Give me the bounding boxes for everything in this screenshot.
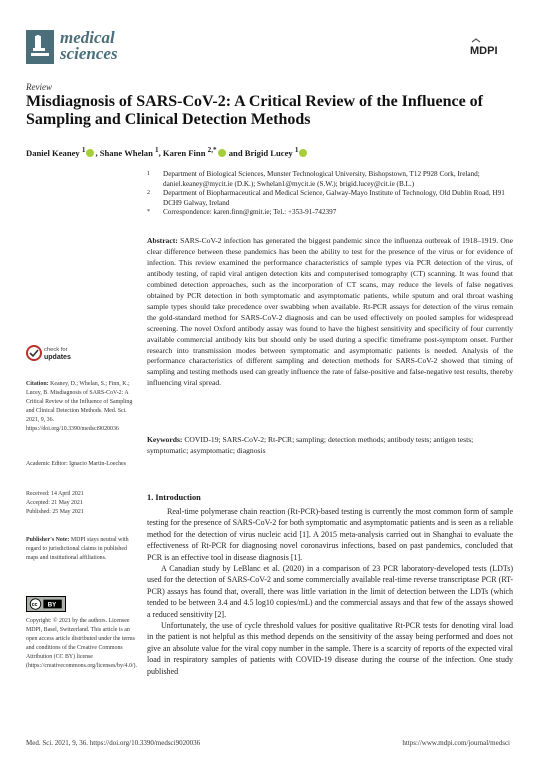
body-paragraph: A Canadian study by LeBlanc et al. (2020) in a comparison of 23 PCR laboratory-developed tests (LDTs) used for the detection of SARS-CoV-2 and some commercially available real-time reverse transcriptase PCR (RT-PCR) assays has found that, overall, there was little variation in the limit of detection between the LDTs (which tended to be between 3.4 and 4.5 log10 copies/mL) and the commercial assays and that few of the assays showed a reduced sensitivity [2].	[147, 564, 513, 619]
article-title: Misdiagnosis of SARS-CoV-2: A Critical Review of the Influence of Sampling and Clinical Detection Methods	[26, 93, 484, 128]
check-updates-icon	[26, 345, 42, 361]
abstract-label: Abstract:	[147, 236, 178, 245]
orcid-icon[interactable]	[299, 149, 307, 157]
check-updates-line1: check for	[44, 347, 68, 353]
journal-header	[26, 28, 510, 72]
journal-name[interactable]: medical sciences	[60, 28, 118, 63]
footer-journal-url[interactable]: https://www.mdpi.com/journal/medsci	[402, 739, 510, 747]
cc-text: cc	[31, 602, 38, 609]
author-name[interactable]: Karen Finn	[162, 147, 206, 158]
article-type: Review	[26, 82, 52, 92]
publisher-note-text: MDPI stays neutral with regard to jurisdictional claims in published maps and institutional affiliations.	[26, 537, 129, 561]
author-name[interactable]: Shane Whelan	[99, 147, 153, 158]
body-paragraph: Real-time polymerase chain reaction (Rt-PCR)-based testing is currently the most common form of sample testing for the presence of SARS-CoV-2 for both symptomatic and asymptomatic patients and is seen as a reliable method for the detection of virus nucleic acid [1]. A 2015 meta-analysis carried out in Shanghai to evaluate the effectiveness of Rt-PCR for diagnosing novel coronavirus infections, based on past pandemics, concluded that PCR is an effective tool in disease diagnosis [1].	[147, 507, 513, 562]
abstract-text: SARS-CoV-2 infection has generated the biggest pandemic since the influenza outbreak of 1918–1919. One clear difference between these pandemics has been the ability to test for the presence of the virus or for evidence of infection. This review examined the performance characteristics of sample types via PCR detection of the virus, of antibody testing, of rapid viral antigen detection kits and computerised tomography (CT) scanning. It was found that combined detection approaches, such as the incorporation of CT scans, may reduce the levels of false negatives obtained by PCR detection in both symptomatic and asymptomatic patients, while sputum and oral throat washing sample types should take precedence over swabbing when available. Rt-PCR assays for detection of the virus remain the gold-standard method for SARS-CoV-2 diagnosis and can be used effectively on pooled samples for widespread screening. The novel Oxford antibody assay was found to have the highest sensitivity and specificity of four currently available commercial antibody kits but should only be used during a specific timeframe post-symptom onset. Further research into transmission modes between symptomatic and asymptomatic patients is needed. Analysis of the performance characteristics of different sampling and detection methods for SARS-CoV-2 showed that timing of sampling and testing methods used can greatly influence the rate of false-positive and false-negative test results, thereby influencing viral spread.	[147, 236, 513, 388]
orcid-icon[interactable]	[218, 149, 226, 157]
received-date: Received: 14 April 2021	[26, 491, 84, 497]
affiliations	[147, 170, 512, 218]
author-affil-sup: 2,*	[207, 146, 217, 154]
publisher-note	[26, 536, 136, 563]
correspondence: * Correspondence: karen.finn@gmit.ie; Tel.: +353-91-742397	[147, 208, 337, 217]
affiliation-item: 2 Department of Biopharmaceutical and Medical Science, Galway-Mayo Institute of Technology, Old Dublin Road, H91 DCH9 Galway, Ireland	[147, 189, 505, 207]
keywords	[147, 435, 513, 457]
check-updates-line2: updates	[44, 354, 71, 361]
footer-citation[interactable]: Med. Sci. 2021, 9, 36. https://doi.org/10.3390/medsci9020036	[26, 739, 201, 747]
cc-by-license-icon[interactable]	[26, 596, 66, 612]
citation-label: Citation:	[26, 381, 49, 387]
keywords-text: COVID-19; SARS-CoV-2; Rt-PCR; sampling; detection methods; antibody tests; antigen tests; symptomatic; asymptomatic; diagnosis	[147, 435, 474, 455]
dates-block	[26, 490, 136, 517]
author-list: Daniel Keaney $^1$ , Shane Whelan $^1$, Karen Finn $^{2,*}$ and Brigid Lucey $^1$	[26, 146, 506, 158]
check-for-updates-button[interactable]	[26, 345, 86, 373]
copyright-text: Copyright: © 2021 by the authors. Licensee MDPI, Basel, Switzerland. This article is an open access article distributed under the terms and conditions of the Creative Commons Attribution (CC BY) license (https://creativecommons.org/licenses/by/4.0/).	[26, 618, 137, 669]
mdpi-logo-icon[interactable]	[470, 38, 510, 56]
mdpi-logo-text: MDPI	[470, 45, 498, 56]
publisher-note-label: Publisher's Note:	[26, 537, 70, 543]
academic-editor: Academic Editor: Ignacio Martin-Loeches	[26, 461, 126, 467]
affiliation-item: 1 Department of Biological Sciences, Munster Technological University, Bishopstown, T12 P928 Cork, Ireland; daniel.keaney@mycit.ie (D.K.); Swhelan1@mycit.ie (S.W.); brigid.lucey@cit.ie (B.L.)	[147, 170, 480, 188]
by-text: BY	[47, 601, 57, 609]
citation-text: Keaney, D.; Whelan, S.; Finn, K.; Lucey, B. Misdiagnosis of SARS-CoV-2: A Critical Review of the Influence of Sampling and Clinical Detection Methods. Med. Sci. 2021, 9, 36. https://doi.org/10.3390/medsci9020036	[26, 381, 133, 432]
copyright-block	[26, 617, 136, 671]
keywords-label: Keywords:	[147, 435, 183, 444]
author-affil-sup: 1	[294, 146, 299, 154]
journal-logo-icon	[26, 30, 54, 64]
body-paragraph: Unfortunately, the use of cycle threshold values for positive qualitative Rt-PCR tests for denoting viral load in the patient is not helpful as this method depends on the sensitivity of the assay being performed and does not give an absolute value for the viral copy number in the sample. There is a scarcity of reports of the expected viral load in respiratory samples of patients with COVID-19 disease during the course of the infection. One study published	[147, 621, 513, 676]
body-text	[147, 506, 513, 677]
published-date: Published: 25 May 2021	[26, 509, 84, 515]
abstract	[147, 236, 513, 389]
author-name[interactable]: Brigid Lucey	[244, 147, 293, 158]
author-name[interactable]: Daniel Keaney	[26, 147, 80, 158]
author-affil-sup: 1	[81, 146, 86, 154]
citation-block	[26, 380, 136, 434]
accepted-date: Accepted: 21 May 2021	[26, 500, 83, 506]
orcid-icon[interactable]	[86, 149, 94, 157]
author-affil-sup: 1	[155, 146, 159, 154]
section-heading: 1. Introduction	[147, 493, 201, 502]
